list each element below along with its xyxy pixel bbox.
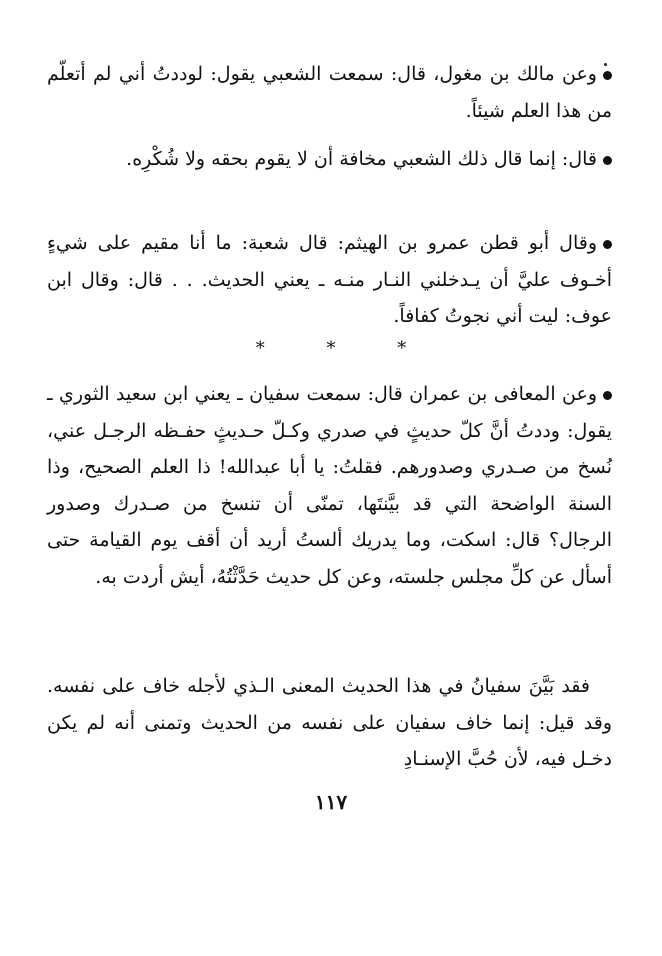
paragraph-4-text: وعن المعافى بن عمران قال: سمعت سفيان ـ يعني ابن سعيد الثوري ـ يقول: وددتُ أنَّ كلّ حديثٍ في صدري وكـلّ حـديثٍ حفـظه الرجـل عني، نُسخ من صـدري وصدورهم. فقلتُ: يا أبا عبدالله! ذا العلم الصحيح، وذا السنة الواضحة التي قد بيَّنتَها، تمنّى أن تنسخ من صـدرك وصدور الرجال؟ قال: اسكت، وما يدريك ألستُ أريد أن أقف يوم القيامة حتى أسأل عن كلِّ مجلس جلسته، وعن كل حديث حَدَّثْتُهُ، أيش أردت به. [47,383,612,588]
paragraph-block-1 [47,56,612,129]
paragraph-2-text: قال: إنما قال ذلك الشعبي مخافة أن لا يقوم بحقه ولا شُكْرِه. [126,148,597,170]
bullet-icon [603,156,612,165]
bullet-icon [603,391,612,400]
paragraph-3 [47,225,612,335]
paragraph-1 [47,56,612,129]
paragraph-block-5 [47,668,612,778]
section-separator: * * * [255,338,435,359]
paragraph-4 [47,376,612,595]
paragraph-1-text: وعن مالك بن مغول، قال: سمعت الشعبي يقول: لوددتُ أني لم أتعلّم من هذا العلم شيئاً. [47,63,612,122]
paragraph-block-2 [47,141,612,178]
paragraph-5-text: فقد بَيَّنَ سفيانُ في هذا الحديث المعنى الـذي لأجله خاف على نفسه. وقد قيل: إنما خاف سفيان على نفسه من الحديث وتمنى أنه لم يكن دخـل فيه، لأن حُبَّ الإسنـادِ [47,675,612,770]
paragraph-3-text: وقال أبو قطن عمرو بن الهيثم: قال شعبة: ما أنا مقيم على شيءٍ أخـوف عليَّ أن يـدخلني النـار منـه ـ يعني الحديث. . . قال: وقال ابن عوف: ليت أني نجوتُ كفافاً. [47,232,612,327]
paragraph-5 [47,668,612,778]
bullet-icon [603,71,612,80]
page-number: ١١٧ [314,790,348,814]
paragraph-block-3 [47,225,612,335]
paragraph-2 [47,141,612,178]
bullet-icon [603,240,612,249]
paragraph-block-4 [47,376,612,595]
